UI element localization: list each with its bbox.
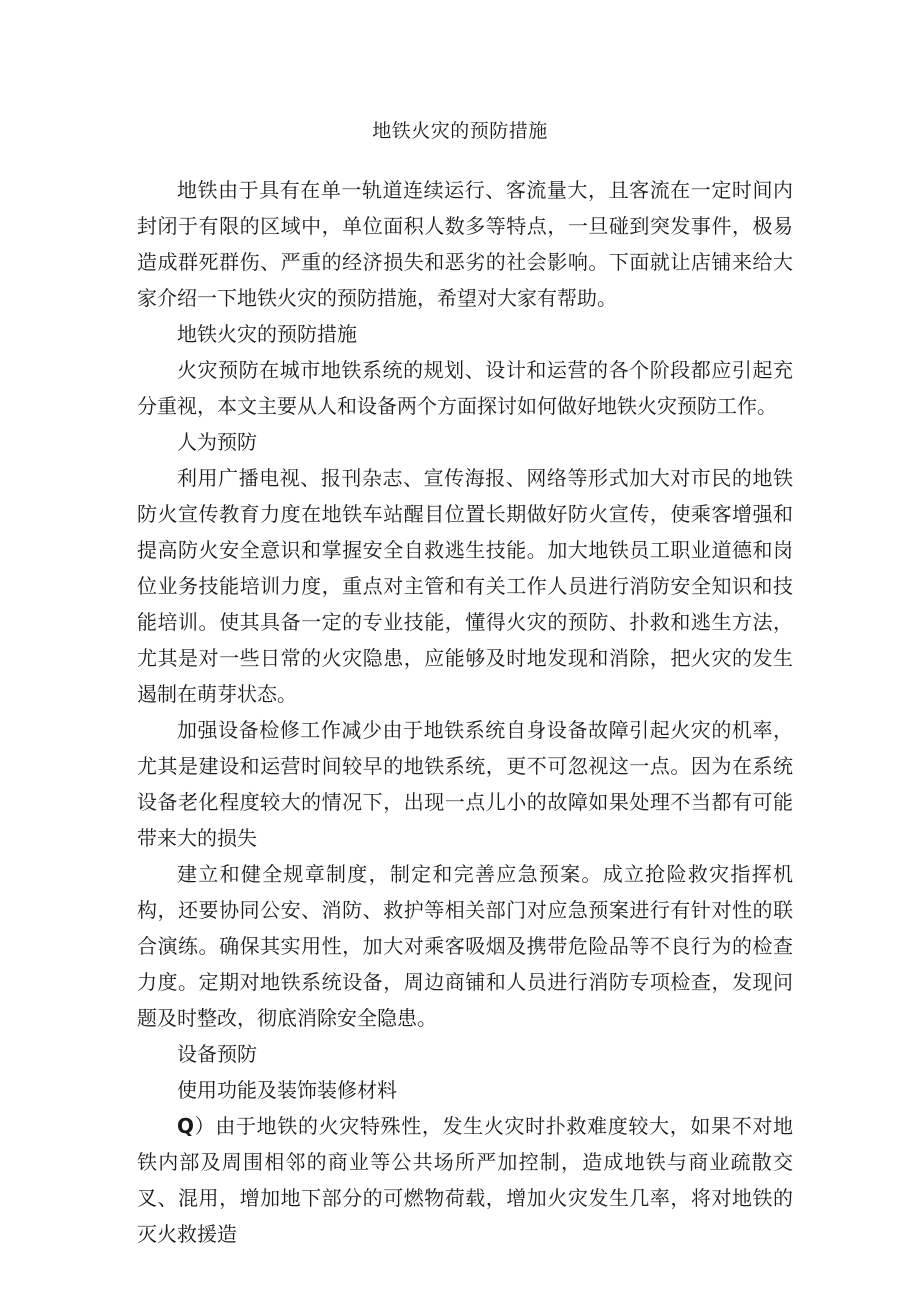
document-title: 地铁火灾的预防措施 — [372, 120, 548, 142]
intro-paragraph: 地铁由于具有在单一轨道连续运行、客流量大，且客流在一定时间内封闭于有限的区域中，单位面积人数多等特点，一旦碰到突发事件，极易造成群死群伤、严重的经济损失和恶劣的社会影响。下面就让店铺来给大家介绍一下地铁火灾的预防措施，希望对大家有帮助。 — [137, 178, 793, 310]
section-heading-prevention: 地铁火灾的预防措施 — [177, 322, 357, 346]
prevention-intro-paragraph: 火灾预防在城市地铁系统的规划、设计和运营的各个阶段都应引起充分重视，本文主要从人和设备两个方面探讨如何做好地铁火灾预防工作。 — [137, 358, 793, 418]
document-body — [137, 172, 793, 1252]
regulation-paragraph: 建立和健全规章制度，制定和完善应急预案。成立抢险救灾指挥机构，还要协同公安、消防、救护等相关部门对应急预案进行有针对性的联合演练。确保其实用性，加大对乘客吸烟及携带危险品等不良行为的检查力度。定期对地铁系统设备，周边商铺和人员进行消防专项检查，发现问题及时整改，彻底消除安全隐患。 — [137, 862, 793, 1030]
q-text: ）由于地铁的火灾特殊性，发生火灾时扑救难度较大，如果不对地铁内部及周围相邻的商业等公共场所严加控制，造成地铁与商业疏散交叉、混用，增加地下部分的可燃物荷载，增加火灾发生几率，将对地铁的灭火救援造 — [137, 1114, 793, 1246]
q-label: Q — [177, 1114, 195, 1138]
section-heading-equipment: 设备预防 — [177, 1042, 257, 1066]
maintenance-paragraph: 加强设备检修工作减少由于地铁系统自身设备故障引起火灾的机率，尤其是建设和运营时间较早的地铁系统，更不可忽视这一点。因为在系统设备老化程度较大的情况下，出现一点儿小的故障如果处理不当都有可能带来大的损失 — [137, 718, 793, 850]
section-heading-human: 人为预防 — [177, 430, 257, 454]
section-heading-materials: 使用功能及装饰装修材料 — [177, 1078, 397, 1102]
human-prevention-paragraph: 利用广播电视、报刊杂志、宣传海报、网络等形式加大对市民的地铁防火宣传教育力度在地铁车站醒目位置长期做好防火宣传，使乘客增强和提高防火安全意识和掌握安全自救逃生技能。加大地铁员工职业道德和岗位业务技能培训力度，重点对主管和有关工作人员进行消防安全知识和技能培训。使其具备一定的专业技能，懂得火灾的预防、扑救和逃生方法，尤其是对一些日常的火灾隐患，应能够及时地发现和消除，把火灾的发生遏制在萌芽状态。 — [137, 466, 793, 706]
q-paragraph — [137, 1108, 793, 1252]
